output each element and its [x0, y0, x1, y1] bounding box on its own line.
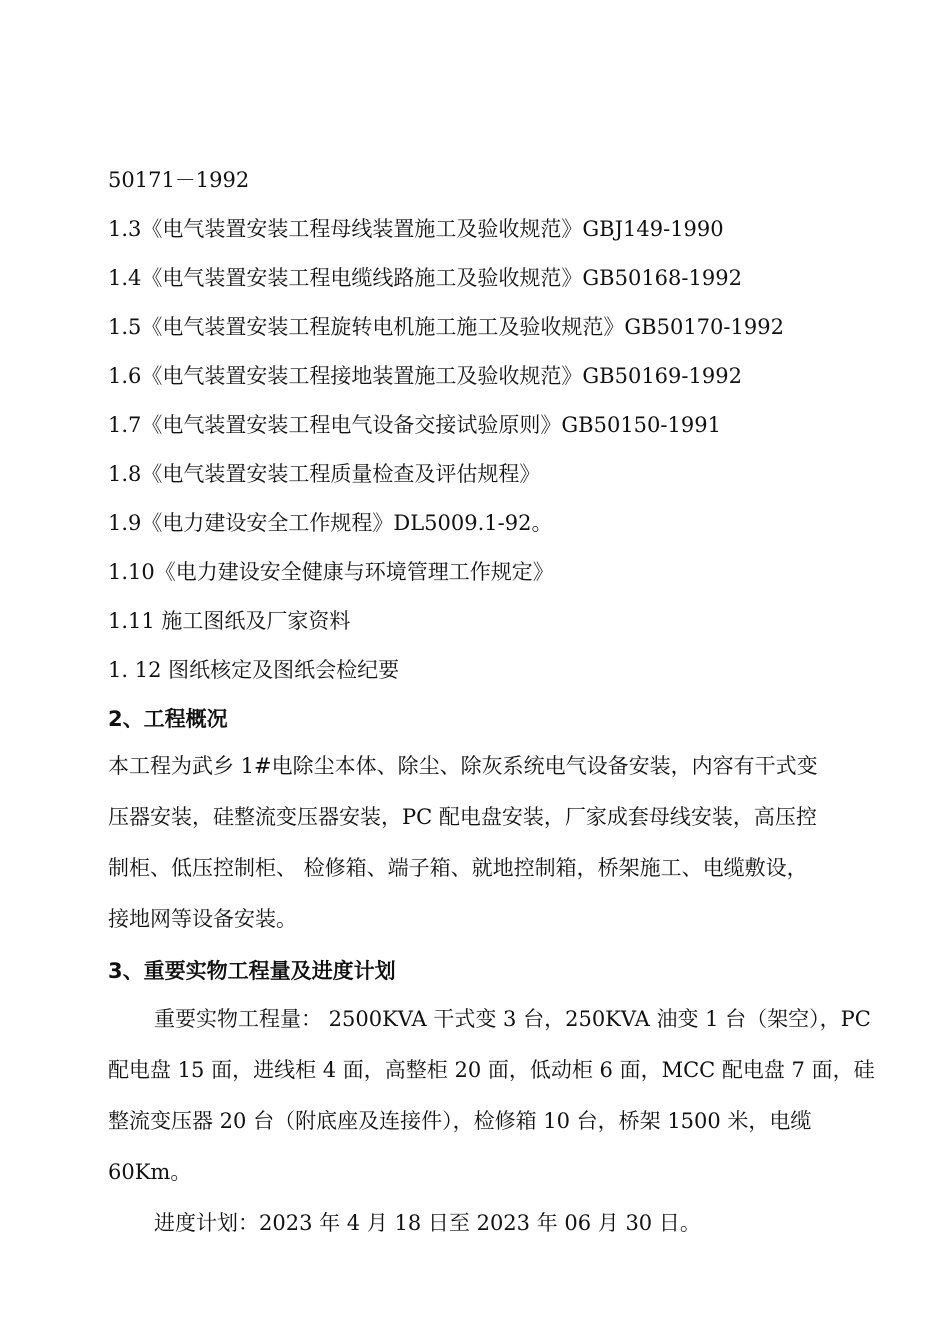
paragraph-line: 60Km。 — [108, 1160, 192, 1184]
section-heading: 2、工程概况 — [108, 707, 228, 731]
standard-line: 1.3《电气装置安装工程母线装置施工及验收规范》GBJ149-1990 — [108, 217, 724, 241]
paragraph-line: 配电盘 15 面，进线柜 4 面，高整柜 20 面，低动柜 6 面，MCC 配电盘 7 面，硅 — [108, 1058, 875, 1082]
paragraph-line: 压器安装，硅整流变压器安装，PC 配电盘安装，厂家成套母线安装，高压控 — [108, 805, 817, 829]
paragraph-line: 整流变压器 20 台（附底座及连接件），检修箱 10 台，桥架 1500 米，电缆 — [108, 1109, 812, 1133]
project-overview-paragraph — [108, 741, 860, 945]
standard-line: 1.10《电力建设安全健康与环境管理工作规定》 — [108, 560, 554, 584]
standard-line: 50171－1992 — [108, 168, 250, 192]
standard-line: 1.4《电气装置安装工程电缆线路施工及验收规范》GB50168-1992 — [108, 266, 742, 290]
standard-line: 1.5《电气装置安装工程旋转电机施工施工及验收规范》GB50170-1992 — [108, 315, 784, 339]
paragraph-line: 重要实物工程量： 2500KVA 干式变 3 台，250KVA 油变 1 台（架空），PC — [154, 1007, 871, 1031]
quantities-paragraph — [108, 994, 875, 1198]
section-heading: 3、重要实物工程量及进度计划 — [108, 959, 396, 983]
standard-line: 1.6《电气装置安装工程接地装置施工及验收规范》GB50169-1992 — [108, 364, 742, 388]
standard-line: 1.7《电气装置安装工程电气设备交接试验原则》GB50150-1991 — [108, 413, 721, 437]
standard-line: 1.8《电气装置安装工程质量检查及评估规程》 — [108, 462, 541, 486]
standard-line: 1.9《电力建设安全工作规程》DL5009.1-92。 — [108, 511, 553, 535]
paragraph-line: 制柜、低压控制柜、 检修箱、端子箱、就地控制箱，桥架施工、电缆敷设， — [108, 856, 808, 880]
standard-line: 1. 12 图纸核定及图纸会检纪要 — [108, 658, 400, 682]
schedule-line: 进度计划：2023 年 4 月 18 日至 2023 年 06 月 30 日。 — [154, 1211, 701, 1235]
standard-line: 1.11 施工图纸及厂家资料 — [108, 609, 351, 633]
paragraph-line: 接地网等设备安装。 — [108, 907, 297, 931]
paragraph-line: 本工程为武乡 1#电除尘本体、除尘、除灰系统电气设备安装，内容有干式变 — [108, 754, 818, 778]
